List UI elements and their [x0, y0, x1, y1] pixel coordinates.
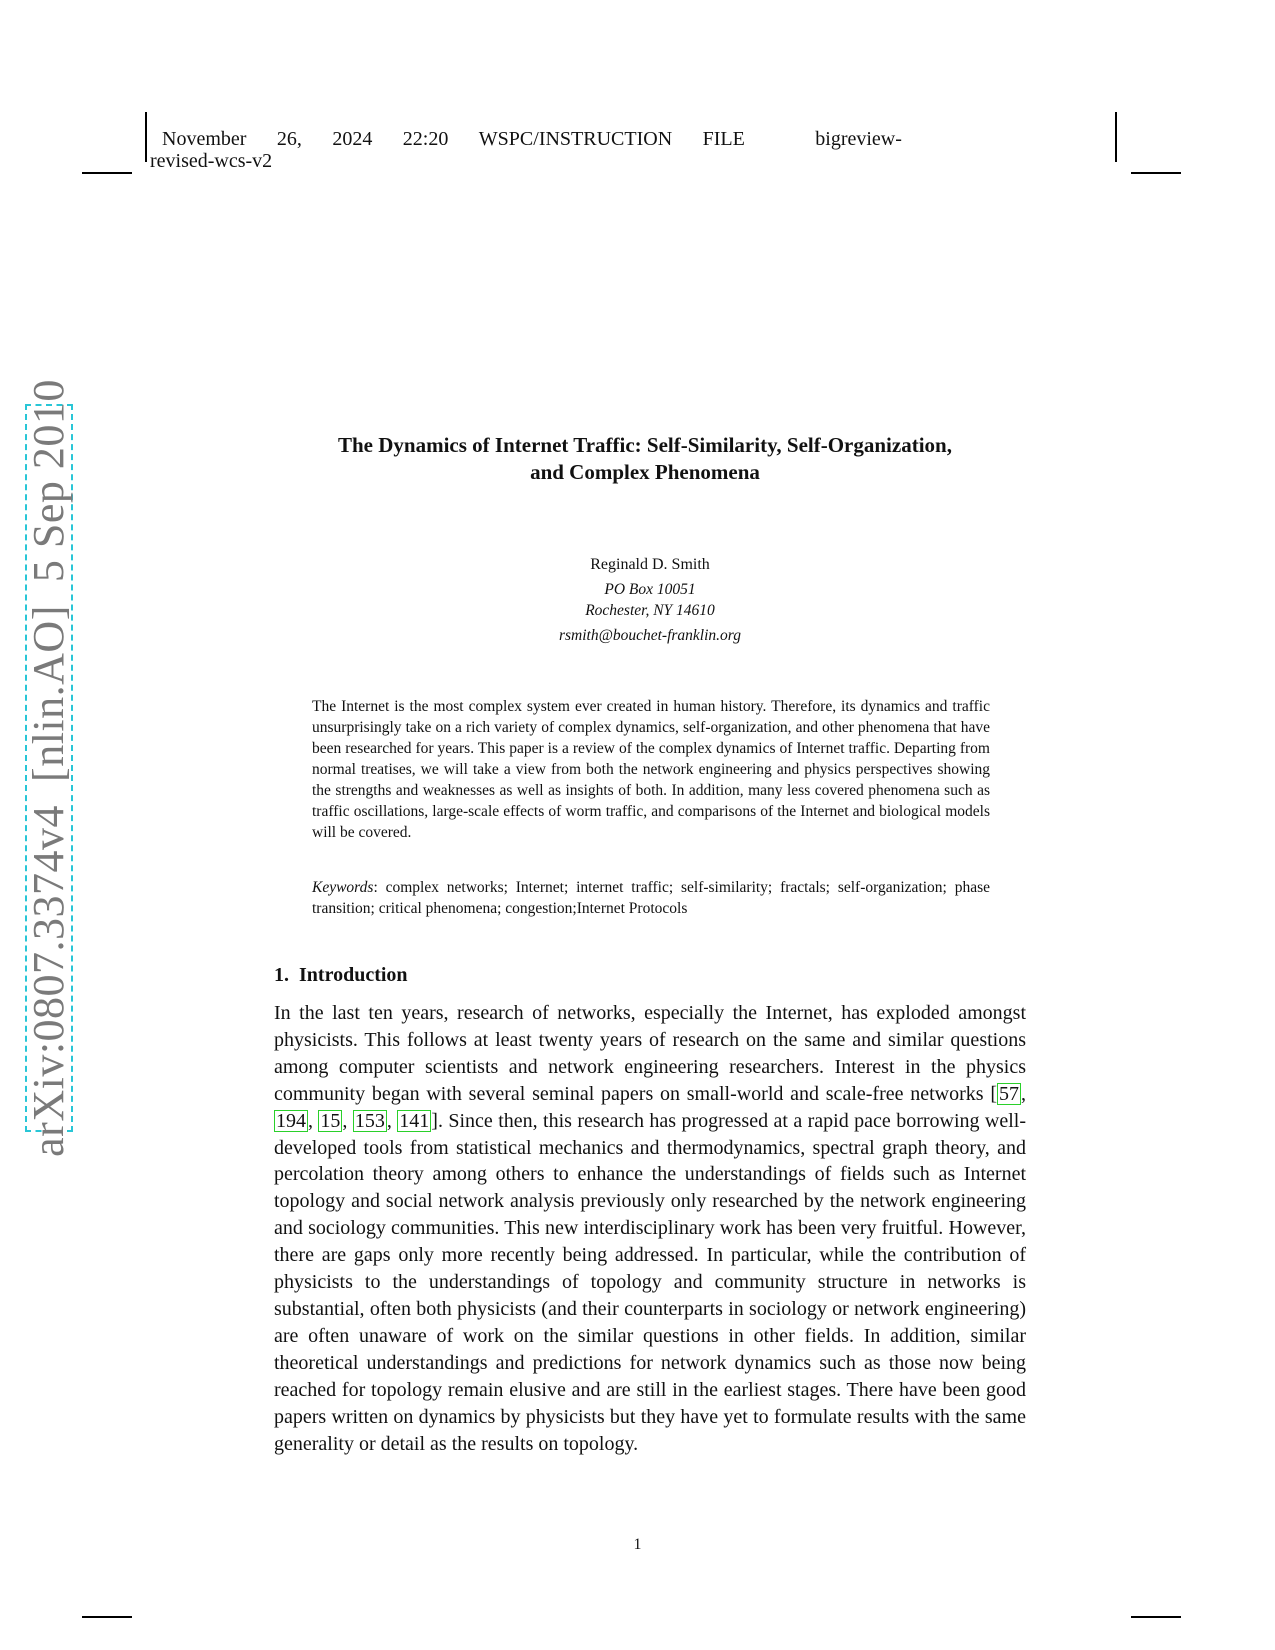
- running-header: [162, 128, 902, 151]
- section-number: 1.: [274, 964, 289, 986]
- crop-mark-top-right-vertical: [1115, 112, 1117, 162]
- header-year: 2024: [332, 128, 373, 150]
- header-filename: bigreview-: [815, 128, 902, 150]
- header-month: November: [162, 128, 247, 150]
- section-title: Introduction: [299, 964, 408, 986]
- section-heading: [274, 964, 408, 987]
- paper-title: [240, 432, 1050, 486]
- author-block: [400, 552, 900, 648]
- title-line-2: and Complex Phenomena: [530, 460, 760, 484]
- author-name: Reginald D. Smith: [590, 556, 710, 573]
- header-publisher: WSPC/INSTRUCTION: [478, 128, 673, 150]
- page-number: 1: [633, 1536, 642, 1553]
- crop-mark-top-left: [82, 172, 132, 174]
- crop-mark-top-left-vertical: [145, 112, 147, 162]
- author-address-line-2: Rochester, NY 14610: [585, 602, 715, 619]
- keywords-label: Keywords: [312, 879, 374, 896]
- crop-mark-bottom-right: [1131, 1616, 1181, 1618]
- keywords: [312, 877, 990, 919]
- citation-link[interactable]: 153: [354, 1109, 385, 1132]
- citation-link[interactable]: 194: [276, 1109, 306, 1132]
- citation-link[interactable]: 57: [999, 1082, 1019, 1105]
- header-file-label: FILE: [702, 128, 745, 150]
- body-text-after-refs: . Since then, this research has progressed at a rapid pace borrowing well-developed tools from statistical mechanics and thermodynamics, spectral graph theory, and percolation theory among others to enhance the understandings of fields such as Internet topology and social network analysis previously only researched by the network engineering and sociology communities. This new interdisciplinary work has been very fruitful. However, there are gaps only more recently being addressed. In particular, while the contribution of physicists to the understandings of topology and community structure in networks is substantial, often both physicists (and their counterparts in sociology or network engineering) are often unaware of work on the similar questions in other fields. In addition, similar theoretical understandings and predictions for network dynamics such as those now being reached for topology remain elusive and are still in the earliest stages. There have been good papers written on dynamics by physicists but they have yet to formulate results with the same generality or detail as the results on topology.: [274, 1109, 1027, 1455]
- crop-mark-bottom-left: [82, 1616, 132, 1618]
- crop-mark-top-right: [1131, 172, 1181, 174]
- keywords-text: : complex networks; Internet; internet traffic; self-similarity; fractals; self-organization; phase transition; critical phenomena; congestion;Internet Protocols: [312, 879, 990, 917]
- header-day: 26,: [276, 128, 302, 150]
- title-line-1: The Dynamics of Internet Traffic: Self-Similarity, Self-Organization,: [338, 433, 952, 457]
- citation-link[interactable]: 141: [399, 1109, 430, 1132]
- author-address-line-1: PO Box 10051: [604, 581, 696, 598]
- intro-paragraph: In the last ten years, research of networks, especially the Internet, has exploded amongst physicists. This follows at least twenty years of research on the same and similar questions among computer scientists and network engineering researchers. Interest in the physics community began with several seminal papers on small-world and scale-free networks [ 57 , 194 , 15 , 153 , 141 ]. Since then, this research has progressed at a rapid pace borrowing well-developed tools from statistical mechanics and thermodynamics, spectral graph theory, and percolation theory among others to enhance the understandings of fields such as Internet topology and social network analysis previously only researched by the network engineering and sociology communities. This new interdisciplinary work has been very fruitful. However, there are gaps only more recently being addressed. In particular, while the contribution of physicists to the understandings of topology and community structure in networks is substantial, often both physicists (and their counterparts in sociology or network engineering) are often unaware of work on the similar questions in other fields. In addition, similar theoretical understandings and predictions for network dynamics such as those now being reached for topology remain elusive and are still in the earliest stages. There have been good papers written on dynamics by physicists but they have yet to formulate results with the same generality or detail as the results on topology.: [274, 1002, 1027, 1455]
- author-email: rsmith@bouchet-franklin.org: [558, 627, 742, 644]
- citation-link[interactable]: 15: [320, 1109, 341, 1132]
- header-time: 22:20: [402, 128, 449, 150]
- abstract: The Internet is the most complex system ever created in human history. Therefore, its dynamics and traffic unsurprisingly take on a rich variety of complex dynamics, self-organization, and other phenomena that have been researched for years. This paper is a review of the complex dynamics of Internet traffic. Departing from normal treatises, we will take a view from both the network engineering and physics perspectives showing the strengths and weaknesses as well as insights of both. In addition, many less covered phenomena such as traffic oscillations, large-scale effects of worm traffic, and comparisons of the Internet and biological models will be covered.: [312, 698, 990, 841]
- arxiv-identifier: arXiv:0807.3374v4 [nlin.AO] 5 Sep 2010: [24, 379, 73, 1157]
- header-filename-continued: revised-wcs-v2: [150, 150, 273, 172]
- body-text-before-refs: In the last ten years, research of networks, especially the Internet, has exploded amongst physicists. This follows at least twenty years of research on the same and similar questions among computer scientists and network engineering researchers. Interest in the physics community began with several seminal papers on small-world and scale-free networks: [274, 1002, 1026, 1105]
- arxiv-stamp[interactable]: [24, 379, 73, 1157]
